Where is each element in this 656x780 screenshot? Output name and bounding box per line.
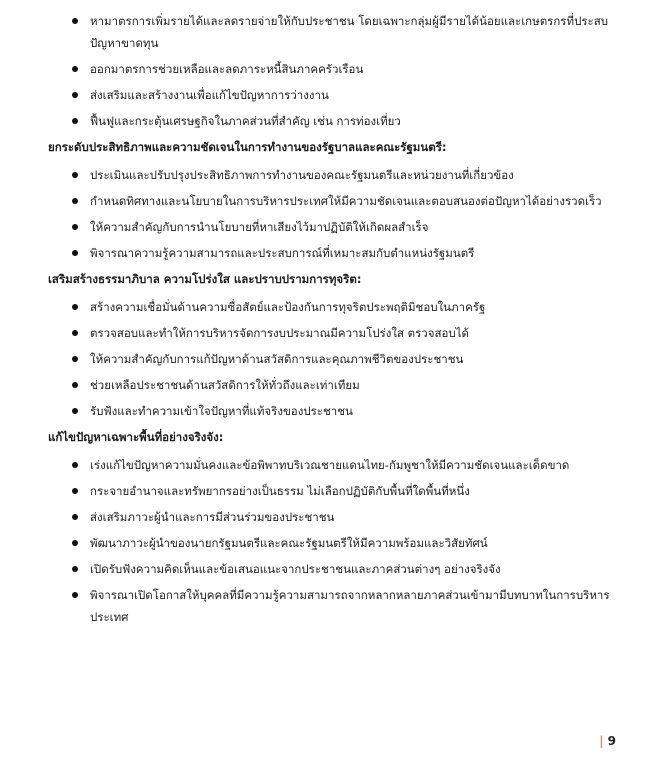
page-number-value: 9 (607, 734, 616, 748)
bullet-icon (72, 198, 78, 204)
list-item-text: ประเมินและปรับปรุงประสิทธิภาพการทำงานของคณะรัฐมนตรีและหน่วยงานที่เกี่ยวข้อง (90, 168, 514, 182)
list-item-text: ออกมาตรการช่วยเหลือและลดภาระหนี้สินภาคครัวเรือน (90, 62, 364, 76)
list-item-text: กำหนดทิศทางและนโยบายในการบริหารประเทศให้มีความชัดเจนและตอบสนองต่อปัญหาได้อย่างรวดเร็ว (90, 194, 602, 208)
list-item (72, 454, 626, 476)
list-item (72, 480, 626, 502)
list-item (72, 190, 626, 212)
bullet-icon (72, 224, 78, 230)
list-item (72, 374, 626, 396)
bullet-icon (72, 66, 78, 72)
list-item (72, 84, 626, 106)
list-item (72, 532, 626, 554)
section-heading: แก้ไขปัญหาเฉพาะพื้นที่อย่างจริงจัง: (48, 430, 224, 444)
list-item (72, 164, 626, 186)
bullet-icon (72, 172, 78, 178)
section-heading: ยกระดับประสิทธิภาพและความชัดเจนในการทำงานของรัฐบาลและคณะรัฐมนตรี: (48, 140, 447, 154)
section-1-list (72, 0, 626, 132)
list-item-text: หามาตรการเพิ่มรายได้และลดรายจ่ายให้กับประชาชน โดยเฉพาะกลุ่มผู้มีรายได้น้อยและเกษตรกรที่ประสบปัญหาขาดทุน (90, 14, 609, 50)
list-item (72, 348, 626, 370)
page-number-separator: | (599, 734, 604, 748)
section-3-list (72, 296, 626, 422)
list-item-text: พิจารณาเปิดโอกาสให้บุคคลที่มีความรู้ความสามารถจากหลากหลายภาคส่วนเข้ามามีบทบาทในการบริหารประเทศ (90, 588, 610, 624)
bullet-icon (72, 566, 78, 572)
list-item (72, 506, 626, 528)
list-item (72, 110, 626, 132)
bullet-icon (72, 488, 78, 494)
list-item-text: เร่งแก้ไขปัญหาความมั่นคงและข้อพิพาทบริเวณชายแดนไทย-กัมพูชาให้มีความชัดเจนและเด็ดขาด (90, 458, 570, 472)
bullet-icon (72, 304, 78, 310)
list-item-text: รับฟังและทำความเข้าใจปัญหาที่แท้จริงของประชาชน (90, 404, 353, 418)
list-item-text: เปิดรับฟังความคิดเห็นและข้อเสนอแนะจากประชาชนและภาคส่วนต่างๆ อย่างจริงจัง (90, 562, 501, 576)
page-number (599, 734, 616, 748)
section-heading: เสริมสร้างธรรมาภิบาล ความโปร่งใส และปราบปรามการทุจริต: (48, 272, 362, 286)
list-item (72, 584, 626, 628)
list-item (72, 58, 626, 80)
list-item (72, 242, 626, 264)
list-item (72, 322, 626, 344)
section-4-list (72, 454, 626, 628)
list-item (72, 10, 626, 54)
list-item-text: ช่วยเหลือประชาชนด้านสวัสดิการให้ทั่วถึงและเท่าเทียม (90, 378, 360, 392)
bullet-icon (72, 540, 78, 546)
list-item-text: พิจารณาความรู้ความสามารถและประสบการณ์ที่เหมาะสมกับตำแหน่งรัฐมนตรี (90, 246, 475, 260)
list-item-text: พัฒนาภาวะผู้นำของนายกรัฐมนตรีและคณะรัฐมนตรีให้มีความพร้อมและวิสัยทัศน์ (90, 536, 488, 550)
list-item-text: สร้างความเชื่อมั่นด้านความซื่อสัตย์และป้องกันการทุจริตประพฤติมิชอบในภาครัฐ (90, 300, 486, 314)
bullet-icon (72, 92, 78, 98)
bullet-icon (72, 250, 78, 256)
list-item (72, 400, 626, 422)
bullet-icon (72, 592, 78, 598)
list-item-text: ให้ความสำคัญกับการแก้ปัญหาด้านสวัสดิการและคุณภาพชีวิตของประชาชน (90, 352, 464, 366)
bullet-icon (72, 118, 78, 124)
list-item-text: ตรวจสอบและทำให้การบริหารจัดการงบประมาณมีความโปร่งใส ตรวจสอบได้ (90, 326, 469, 340)
bullet-icon (72, 382, 78, 388)
bullet-icon (72, 356, 78, 362)
bullet-icon (72, 408, 78, 414)
section-2-list (72, 164, 626, 264)
bullet-icon (72, 330, 78, 336)
bullet-icon (72, 18, 78, 24)
list-item-text: ส่งเสริมและสร้างงานเพื่อแก้ไขปัญหาการว่างงาน (90, 88, 329, 102)
list-item (72, 216, 626, 238)
list-item-text: ให้ความสำคัญกับการนำนโยบายที่หาเสียงไว้มาปฏิบัติให้เกิดผลสำเร็จ (90, 220, 429, 234)
list-item-text: กระจายอำนาจและทรัพยากรอย่างเป็นธรรม ไม่เลือกปฏิบัติกับพื้นที่ใดพื้นที่หนึ่ง (90, 484, 470, 498)
list-item (72, 558, 626, 580)
bullet-icon (72, 462, 78, 468)
list-item (72, 296, 626, 318)
list-item-text: ส่งเสริมภาวะผู้นำและการมีส่วนร่วมของประชาชน (90, 510, 335, 524)
list-item-text: ฟื้นฟูและกระตุ้นเศรษฐกิจในภาคส่วนที่สำคัญ เช่น การท่องเที่ยว (90, 114, 401, 128)
bullet-icon (72, 514, 78, 520)
